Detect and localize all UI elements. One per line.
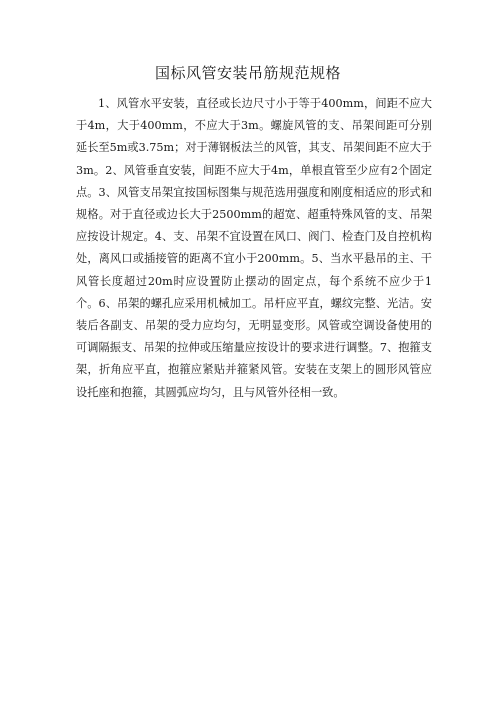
document-body-paragraph: 1、风管水平安装，直径或长边尺寸小于等于400mm，间距不应大于4m，大于400mm，不应大于3m。螺旋风管的支、吊架间距可分别延长至5m或3.75m；对于薄钢板法兰的风管，其支、吊架间距不应大于3m。2、风管垂直安装，间距不应大于4m，单根直管至少应有2个固定点。3、风管支吊架宜按国标图集与规范选用强度和刚度相适应的形式和规格。对于直径或边长大于2500mm的超宽、超重特殊风管的支、吊架应按设计规定。4、支、吊架不宜设置在风口、阀门、检查门及自控机构处，离风口或插接管的距离不宜小于200mm。5、当水平悬吊的主、干风管长度超过20m时应设置防止摆动的固定点，每个系统不应少于1个。6、吊架的螺孔应采用机械加工。吊杆应平直，螺纹完整、光洁。安装后各副支、吊架的受力应均匀，无明显变形。风管或空调设备使用的可调隔振支、吊架的拉伸或压缩量应按设计的要求进行调整。7、抱箍支架，折角应平直，抱箍应紧贴并箍紧风管。安装在支架上的圆形风管应设托座和抱箍，其圆弧应均匀，且与风管外径相一致。 [76, 97, 432, 399]
document-title: 国标风管安装吊筋规范规格 [154, 64, 341, 82]
